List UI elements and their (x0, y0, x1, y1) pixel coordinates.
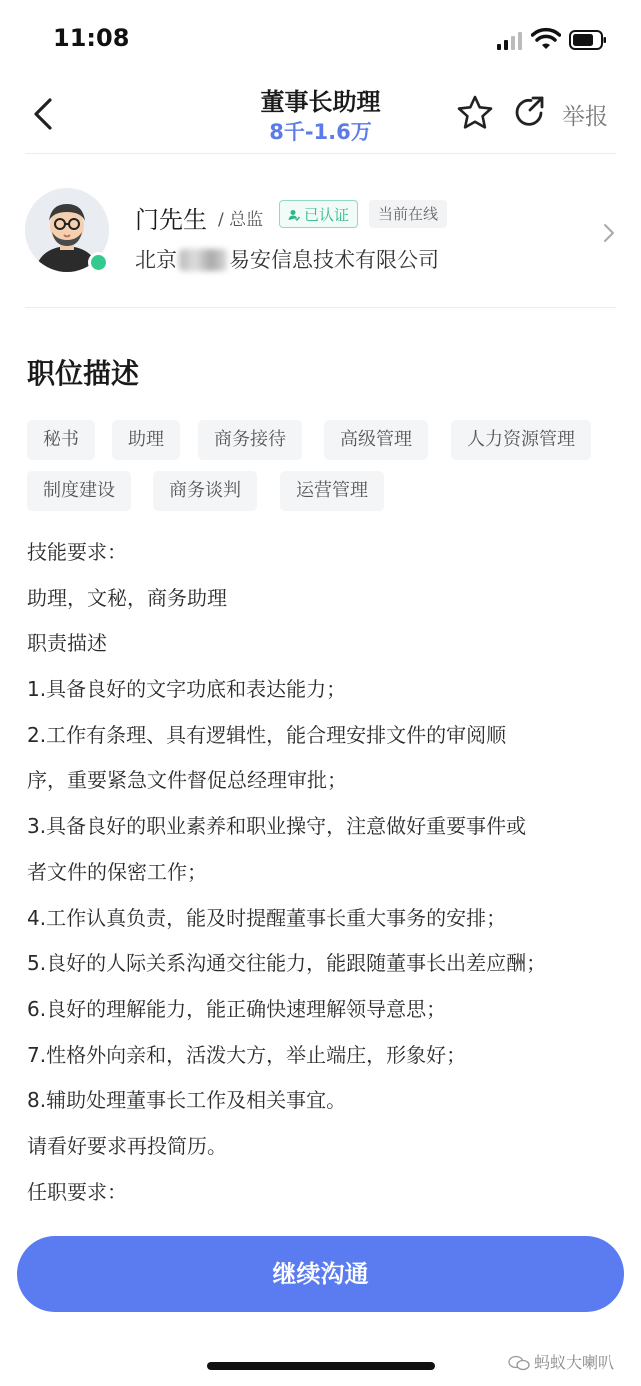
skill-tag[interactable]: 人力资源管理 (451, 420, 591, 460)
continue-chat-button[interactable]: 继续沟通 (17, 1236, 624, 1312)
company-name-prefix: 北京 (135, 248, 177, 272)
description-line: 助理，文秘，商务助理 (27, 586, 227, 610)
wifi-icon (531, 27, 561, 51)
skill-tag[interactable]: 商务谈判 (153, 471, 257, 511)
home-indicator[interactable] (207, 1362, 435, 1370)
description-line: 1.具备良好的文字功底和表达能力； (27, 677, 347, 701)
header-divider (25, 153, 616, 154)
status-bar (0, 0, 641, 80)
redacted-blur (179, 249, 227, 271)
job-title: 董事长助理 (260, 88, 381, 116)
skill-tag[interactable]: 制度建设 (27, 471, 131, 511)
watermark-text: 蚂蚁大喇叭 (534, 1353, 615, 1372)
report-button[interactable]: 举报 (562, 104, 608, 130)
description-line: 7.性格外向亲和，活泼大方，举止端庄，形象好； (27, 1043, 467, 1067)
description-line: 技能要求： (27, 540, 127, 564)
description-line: 2.工作有条理、具有逻辑性，能合理安排文件的审阅顺 (27, 723, 507, 747)
description-line: 序，重要紧急文件督促总经理审批； (27, 768, 347, 792)
skill-tag[interactable]: 助理 (112, 420, 180, 460)
recruiter-name: 门先生 (135, 206, 207, 234)
skill-tag[interactable]: 商务接待 (198, 420, 302, 460)
wechat-icon (508, 1355, 530, 1371)
company-name-suffix: 易安信息技术有限公司 (229, 248, 439, 272)
nav-header (0, 80, 641, 152)
skill-tag[interactable]: 运营管理 (280, 471, 384, 511)
description-line: 5.良好的人际关系沟通交往能力，能跟随董事长出差应酬； (27, 951, 547, 975)
description-line: 6.良好的理解能力，能正确快速理解领导意思； (27, 997, 447, 1021)
recruiter-role: / 总监 (218, 210, 264, 230)
description-line: 4.工作认真负责，能及时提醒董事长重大事务的安排； (27, 906, 507, 930)
skill-tag[interactable]: 秘书 (27, 420, 95, 460)
description-line: 3.具备良好的职业素养和职业操守，注意做好重要事件或 (27, 814, 527, 838)
star-icon[interactable] (456, 94, 494, 132)
share-icon[interactable] (511, 94, 547, 130)
skill-tag[interactable]: 高级管理 (324, 420, 428, 460)
salary-range: 8千-1.6万 (269, 120, 372, 144)
chevron-right-icon (602, 222, 616, 244)
description-line: 任职要求： (27, 1180, 127, 1204)
cellular-signal-icon (497, 32, 523, 50)
recruiter-card[interactable] (0, 170, 641, 290)
description-line: 职责描述 (27, 631, 107, 655)
description-line: 8.辅助处理董事长工作及相关事宜。 (27, 1088, 347, 1112)
section-title: 职位描述 (27, 357, 140, 390)
verified-label: 已认证 (304, 206, 350, 224)
company-name (135, 244, 439, 274)
online-status-dot (88, 252, 109, 273)
description-line: 请看好要求再投简历。 (27, 1134, 227, 1158)
online-status-tag: 当前在线 (369, 200, 447, 228)
verified-user-icon (288, 209, 300, 221)
recruiter-divider (25, 307, 616, 308)
watermark (508, 1350, 614, 1373)
status-time: 11:08 (53, 24, 130, 52)
description-line: 者文件的保密工作； (27, 860, 207, 884)
battery-icon (569, 30, 607, 50)
verified-badge (279, 200, 358, 228)
